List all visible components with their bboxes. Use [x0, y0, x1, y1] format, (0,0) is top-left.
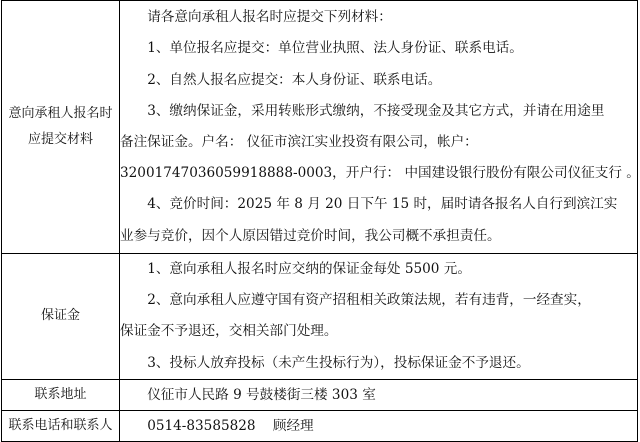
materials-item-3-cont: 备注保证金。户名： 仪征市滨江实业投资有限公司，帐户：	[120, 134, 478, 150]
materials-item-3-account: 32001747036059918888-0003，开户行： 中国建设银行股份有限公司仪征支行 。	[120, 165, 640, 182]
row-label-deposit: 保证金	[2, 254, 120, 380]
row-content-materials	[120, 1, 638, 254]
row-label-contact: 联系电话和联系人	[2, 410, 120, 441]
deposit-item-1: 1、意向承租人报名时应交纳的保证金每处 5500 元。	[147, 261, 471, 277]
materials-intro: 请各意向承租人报名时应提交下列材料：	[147, 9, 392, 26]
deposit-item-2-cont: 保证金不予退还，交相关部门处理。	[120, 323, 338, 340]
row-label-materials	[2, 1, 120, 254]
materials-item-2: 2、自然人报名应提交：本人身份证、联系电话。	[147, 71, 442, 88]
row-content-deposit	[120, 254, 638, 380]
table-row-contact	[2, 410, 638, 441]
row-label-address: 联系地址	[2, 379, 120, 410]
materials-item-3: 3、缴纳保证金，采用转账形式缴纳，不接受现金及其它方式，并请在用途里	[147, 102, 605, 119]
deposit-item-3: 3、投标人放弃投标（未产生投标行为），投标保证金不予退还。	[147, 354, 530, 371]
row-content-address	[120, 379, 638, 410]
table-row-materials	[2, 1, 638, 254]
row-content-contact	[120, 410, 638, 441]
materials-item-4-cont: 业参与竞价，因个人原因错过竞价时间，我公司概不承担责任。	[120, 227, 501, 244]
row-label-line: 意向承租人报名时	[8, 106, 113, 121]
table-row-address	[2, 379, 638, 410]
table-row-deposit	[2, 254, 638, 380]
address-value: 仪征市人民路 9 号鼓楼街三楼 303 室	[147, 386, 376, 403]
contact-value: 0514-83585828 顾经理	[147, 417, 314, 434]
row-label-line: 应提交材料	[27, 132, 93, 147]
deposit-item-2: 2、意向承租人应遵守国有资产招租相关政策法规，若有违背，一经查实，	[147, 292, 591, 309]
materials-table	[1, 0, 638, 442]
materials-item-1: 1、单位报名应提交：单位营业执照、法人身份证、联系电话。	[147, 40, 523, 57]
materials-item-4: 4、竞价时间：2025 年 8 月 20 日下午 15 时，届时请各报名人自行到滨江实	[147, 196, 618, 213]
